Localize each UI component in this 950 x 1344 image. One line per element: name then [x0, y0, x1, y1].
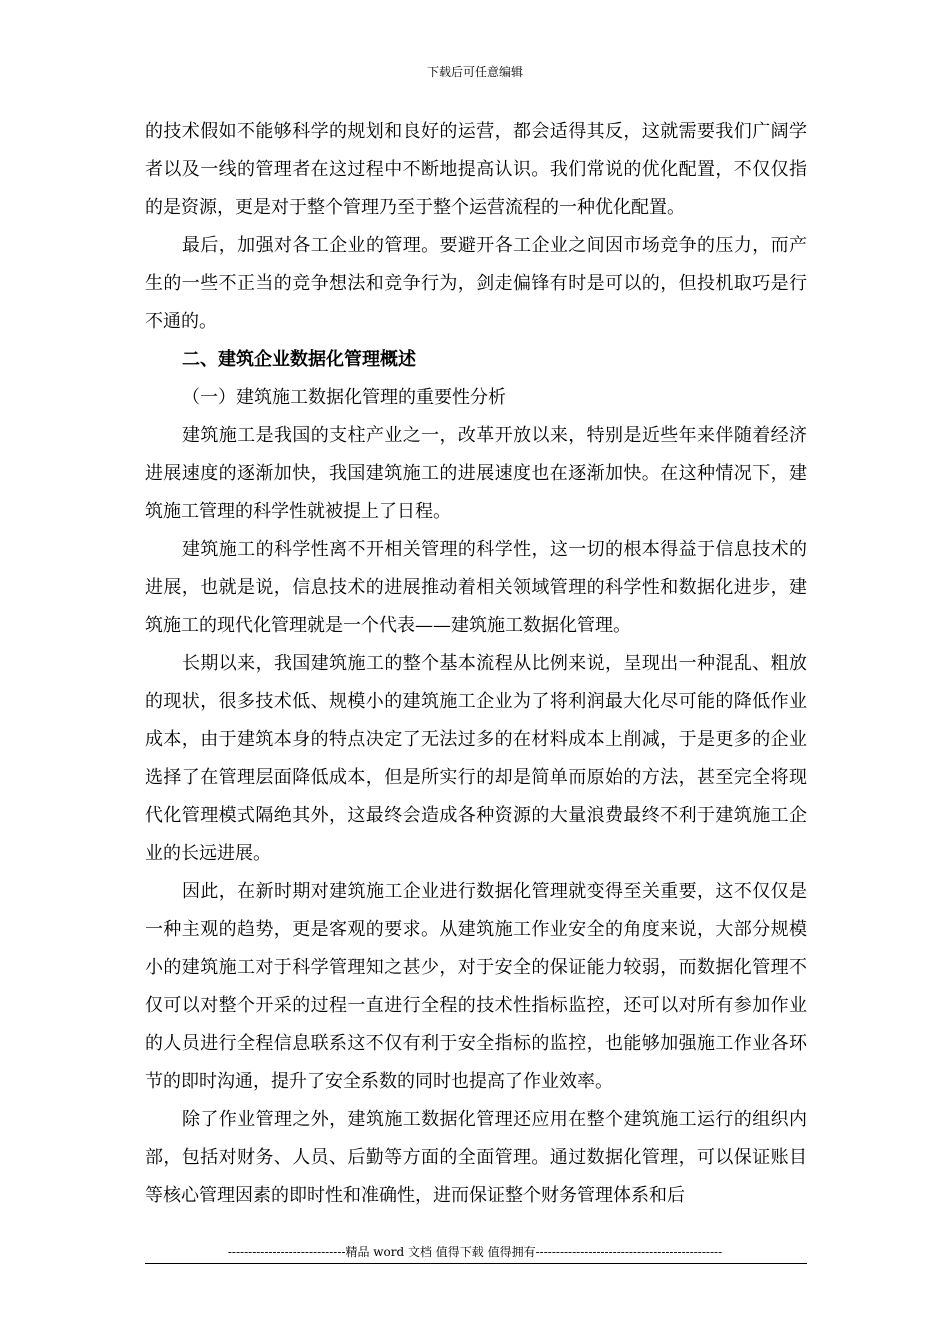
- body-paragraph: 建筑施工是我国的支柱产业之一，改革开放以来，特别是近些年来伴随着经济进展速度的逐渐加快，我国建筑施工的进展速度也在逐渐加快。在这种情况下，建筑施工管理的科学性就被提上了日程。: [145, 425, 807, 522]
- body-paragraph-continued: 的技术假如不能够科学的规划和良好的运营，都会适得其反，这就需要我们广阔学者以及一线的管理者在这过程中不断地提高认识。我们常说的优化配置，不仅仅指的是资源，更是对于整个管理乃至于整个运营流程的一种优化配置。: [145, 121, 807, 218]
- body-paragraph: 因此，在新时期对建筑施工企业进行数据化管理就变得至关重要，这不仅仅是一种主观的趋势，更是客观的要求。从建筑施工作业安全的角度来说，大部分规模小的建筑施工对于科学管理知之甚少，对于安全的保证能力较弱，而数据化管理不仅可以对整个开采的过程一直进行全程的技术性指标监控，还可以对所有参加作业的人员进行全程信息联系这不仅有利于安全指标的监控，也能够加强施工作业各环节的即时沟通，提升了安全系数的同时也提高了作业效率。: [145, 881, 807, 1092]
- footer-divider: [145, 1263, 807, 1264]
- body-paragraph: 建筑施工的科学性离不开相关管理的科学性，这一切的根本得益于信息技术的进展，也就是说，信息技术的进展推动着相关领域管理的科学性和数据化进步，建筑施工的现代化管理就是一个代表——建筑施工数据化管理。: [145, 539, 807, 636]
- subsection-heading: （一）建筑施工数据化管理的重要性分析: [182, 387, 506, 408]
- body-paragraph: 最后，加强对各工企业的管理。要避开各工企业之间因市场竞争的压力，而产生的一些不正当的竞争想法和竞争行为，剑走偏锋有时是可以的，但投机取巧是行不通的。: [145, 235, 807, 332]
- body-paragraph: 长期以来，我国建筑施工的整个基本流程从比例来说，呈现出一种混乱、粗放的现状，很多技术低、规模小的建筑施工企业为了将利润最大化尽可能的降低作业成本，由于建筑本身的特点决定了无法过多的在材料成本上削减，于是更多的企业选择了在管理层面降低成本，但是所实行的却是简单而原始的方法，甚至完全将现代化管理模式隔绝其外，这最终会造成各种资源的大量浪费最终不利于建筑施工企业的长远进展。: [145, 653, 807, 864]
- body-paragraph: 除了作业管理之外，建筑施工数据化管理还应用在整个建筑施工运行的组织内部，包括对财务、人员、后勤等方面的全面管理。通过数据化管理，可以保证账目等核心管理因素的即时性和准确性，进而保证整个财务管理体系和后: [145, 1109, 807, 1206]
- section-heading: 二、建筑企业数据化管理概述: [182, 349, 416, 370]
- page-footer-text: -----------------------------精品 word 文档 值得下载 值得拥有----------------------------------------------: [227, 1245, 723, 1259]
- page-header: 下载后可任意编辑: [426, 65, 523, 79]
- document-body: [145, 113, 807, 1215]
